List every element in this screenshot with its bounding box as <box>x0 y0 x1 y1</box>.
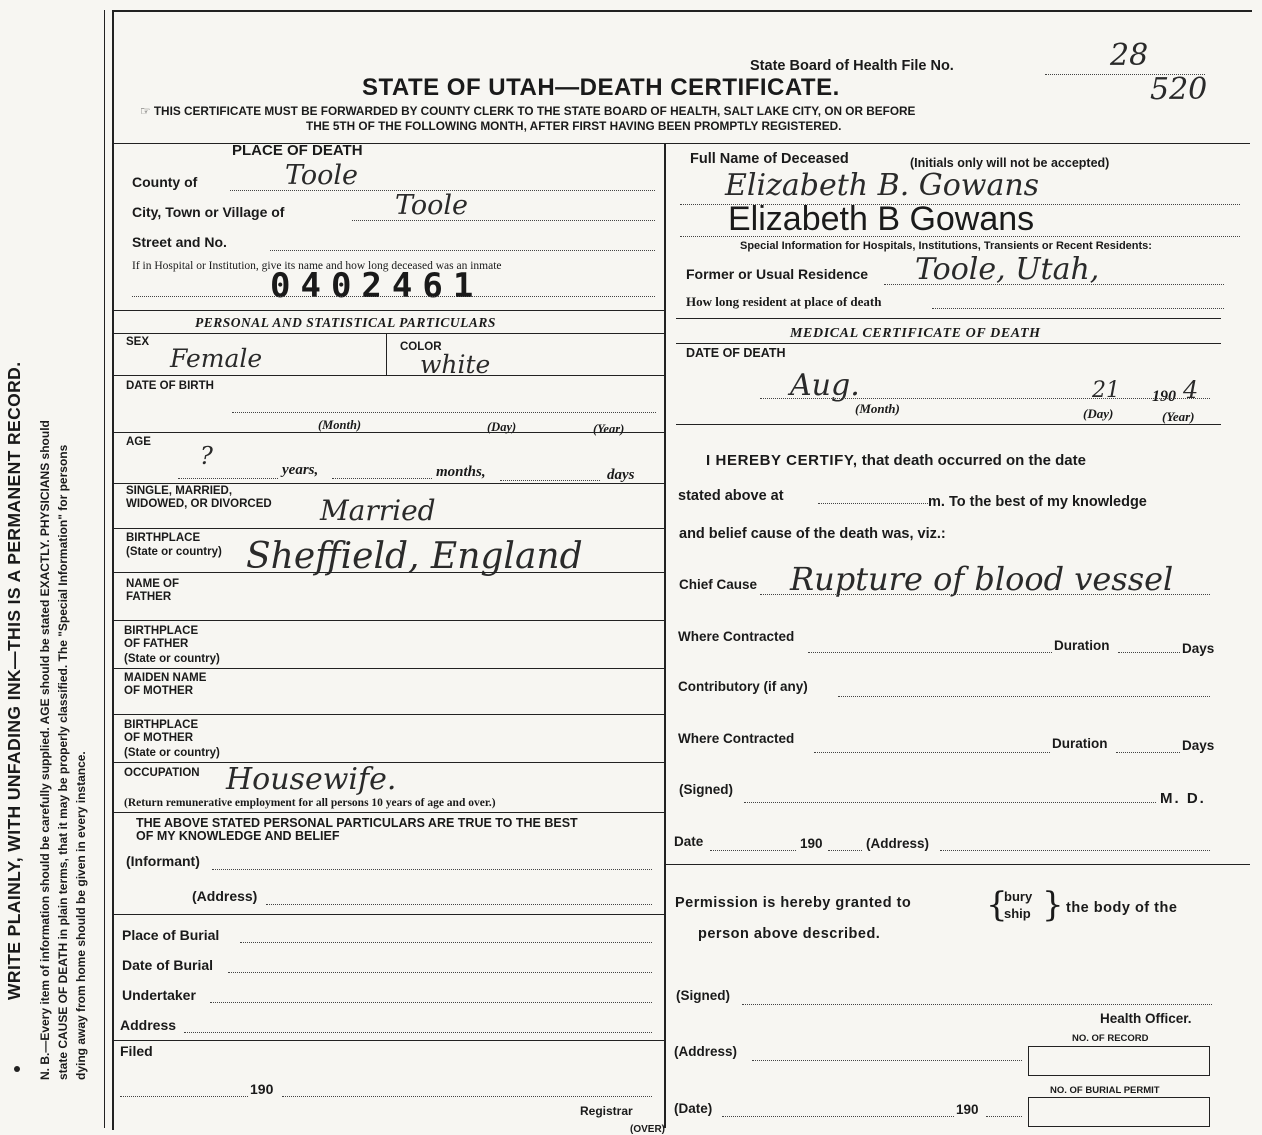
burial-place-label: Place of Burial <box>122 927 220 943</box>
sex-color-divider <box>386 333 387 375</box>
special-information-label: Special Information for Hospitals, Institutions, Transients or Recent Residents: <box>740 240 1152 252</box>
informant-address-line <box>266 904 652 905</box>
death-year-prefix: 190 <box>1152 388 1176 405</box>
mother-name-rule <box>114 714 664 715</box>
place-section-rule <box>114 310 664 311</box>
death-day-value: 21 <box>1092 378 1120 403</box>
chief-cause-label: Chief Cause <box>679 577 758 592</box>
father-birthplace-label-2: OF FATHER <box>124 638 189 650</box>
forwarding-instruction-2: THE 5TH OF THE FOLLOWING MONTH, AFTER FIRST HAVING BEEN PROMPTLY REGISTERED. <box>306 119 842 133</box>
duration-label-2: Duration <box>1052 736 1108 751</box>
place-of-death-heading: PLACE OF DEATH <box>232 142 363 159</box>
where-contracted-label-2: Where Contracted <box>678 731 795 746</box>
medical-section-rule <box>666 864 1250 865</box>
permission-text-end: the body of the <box>1066 900 1178 916</box>
personal-heading-rule <box>114 333 664 334</box>
ship-option: ship <box>1004 906 1031 921</box>
age-years-label: years, <box>282 462 319 478</box>
file-number-top: 28 <box>1110 38 1149 73</box>
brace-right: } <box>1042 885 1064 925</box>
dob-month-label: (Month) <box>318 418 362 432</box>
certify-bold-text: I HEREBY CERTIFY, <box>706 452 858 469</box>
physician-signature-line <box>744 802 1156 803</box>
deceased-name-line-2 <box>680 236 1240 237</box>
attestation-line-2: OF MY KNOWLEDGE AND BELIEF <box>136 829 340 843</box>
health-officer-address-label: (Address) <box>674 1044 738 1059</box>
contributory-label: Contributory (if any) <box>678 679 808 694</box>
deceased-section-rule <box>676 318 1221 319</box>
nb-note-line1: N. B.—Every item of information should be carefully supplied. AGE should be stated EXACTLY. PHYSICIANS should <box>38 420 52 1080</box>
permission-date-line <box>722 1116 954 1117</box>
days-label-1: Days <box>1182 641 1215 656</box>
residence-duration-label: How long resident at place of death <box>686 294 882 309</box>
residence-line <box>884 284 1224 285</box>
belief-label: and belief cause of the death was, viz.: <box>679 526 946 542</box>
bury-option: bury <box>1004 889 1033 904</box>
age-value: ? <box>200 442 213 470</box>
medical-certificate-heading: MEDICAL CERTIFICATE OF DEATH <box>790 326 1041 341</box>
nb-note-line3: dying away from home should be given in every instance. <box>74 751 88 1080</box>
health-officer-signed-label: (Signed) <box>676 988 730 1003</box>
street-line <box>270 250 655 251</box>
nb-note-line2: state CAUSE OF DEATH in plain terms, that it may be properly classified. The "Special Information" for persons <box>56 444 70 1080</box>
burial-permit-label: NO. OF BURIAL PERMIT <box>1050 1085 1160 1096</box>
mother-birthplace-label-2: OF MOTHER <box>124 732 193 744</box>
over-label: (OVER) <box>630 1124 665 1135</box>
contributory-line <box>838 696 1210 697</box>
forwarding-instruction-1: ☞ THIS CERTIFICATE MUST BE FORWARDED BY COUNTY CLERK TO THE STATE BOARD OF HEALTH, SALT LAKE CITY, ON OR BEFORE <box>140 104 916 118</box>
father-name-rule <box>114 620 664 621</box>
brace-left: { <box>986 885 1008 925</box>
duration-line-2 <box>1116 752 1180 753</box>
occupation-rule <box>114 812 664 813</box>
father-name-label-1: NAME OF <box>126 578 180 590</box>
duration-label-1: Duration <box>1054 638 1110 653</box>
mother-name-label-1: MAIDEN NAME <box>124 672 207 684</box>
filed-label: Filed <box>120 1043 153 1059</box>
left-edge-rule <box>104 10 105 1128</box>
health-officer-address-line <box>752 1060 1022 1061</box>
age-months-line <box>332 478 432 479</box>
hospital-line <box>132 296 655 297</box>
birthplace-value: Sheffield, England <box>246 536 583 577</box>
time-of-death-line <box>818 503 928 504</box>
column-divider <box>664 143 666 1128</box>
days-label-2: Days <box>1182 738 1215 753</box>
permission-year-line <box>986 1116 1022 1117</box>
county-value: Toole <box>285 160 359 191</box>
health-officer-signature-line <box>742 1004 1212 1005</box>
file-number-label: State Board of Health File No. <box>750 58 954 74</box>
occupation-label: OCCUPATION <box>124 767 200 779</box>
burial-address-label: Address <box>120 1017 177 1033</box>
residence-duration-line <box>932 308 1224 309</box>
father-birthplace-label-1: BIRTHPLACE <box>124 625 199 637</box>
informant-label: (Informant) <box>126 853 200 869</box>
medical-year-prefix: 190 <box>800 836 823 851</box>
duration-line-1 <box>1118 652 1180 653</box>
record-stamp-number: 0402461 <box>270 266 484 306</box>
bury-ship-brace <box>986 885 1064 926</box>
record-number-box <box>1028 1046 1210 1076</box>
hospital-label: If in Hospital or Institution, give its name and how long deceased was an inmate <box>132 260 502 272</box>
permission-text-start: Permission is hereby granted to <box>675 895 912 911</box>
chief-cause-line <box>760 594 1210 595</box>
filed-date-line <box>120 1096 248 1097</box>
mother-birthplace-label-1: BIRTHPLACE <box>124 719 199 731</box>
medical-heading-rule <box>676 343 1221 344</box>
death-date-line <box>760 398 1210 399</box>
marital-label-1: SINGLE, MARRIED, <box>126 485 233 497</box>
where-contracted-line-2 <box>814 752 1050 753</box>
birthplace-label: BIRTHPLACE <box>126 532 201 544</box>
dob-line <box>232 412 656 413</box>
deceased-name-handwritten: Elizabeth B. Gowans <box>725 168 1040 203</box>
personal-particulars-heading: PERSONAL AND STATISTICAL PARTICULARS <box>195 315 496 330</box>
color-label: COLOR <box>400 341 442 353</box>
mother-birthplace-state-label: (State or country) <box>124 747 220 759</box>
age-days-line <box>500 480 600 481</box>
medical-date-label: Date <box>674 834 704 849</box>
marital-label-2: WIDOWED, OR DIVORCED <box>126 498 272 510</box>
birthplace-rule <box>114 572 664 573</box>
file-number-bottom: 520 <box>1150 72 1208 107</box>
registrar-label: Registrar <box>580 1104 633 1118</box>
county-label: County of <box>132 174 198 190</box>
permission-year-prefix: 190 <box>956 1102 979 1117</box>
md-label: M. D. <box>1160 790 1206 807</box>
death-year-label: (Year) <box>1162 409 1195 424</box>
medical-address-line <box>940 850 1210 851</box>
dob-rule <box>114 432 664 433</box>
father-birthplace-state-label: (State or country) <box>124 653 220 665</box>
father-name-label-2: FATHER <box>126 591 172 603</box>
death-month-value: Aug. <box>790 368 860 403</box>
certify-line <box>706 452 1086 469</box>
city-value: Toole <box>395 190 469 221</box>
residence-label: Former or Usual Residence <box>686 266 869 282</box>
burial-date-label: Date of Burial <box>122 957 214 973</box>
filed-year-line <box>282 1096 652 1097</box>
death-month-label: (Month) <box>855 401 900 416</box>
street-label: Street and No. <box>132 234 227 250</box>
color-value: white <box>420 350 491 379</box>
occupation-value: Housewife. <box>226 762 397 797</box>
medical-date-line <box>710 850 796 851</box>
permission-date-label: (Date) <box>674 1101 713 1116</box>
death-year-value: 4 <box>1183 376 1199 404</box>
undertaker-label: Undertaker <box>122 987 196 1003</box>
deceased-name-label: Full Name of Deceased <box>690 151 849 167</box>
residence-value: Toole, Utah, <box>915 252 1100 287</box>
age-label: AGE <box>126 436 151 448</box>
sex-rule <box>114 375 664 376</box>
date-of-death-label: DATE OF DEATH <box>686 346 786 360</box>
mother-name-label-2: OF MOTHER <box>124 685 193 697</box>
knowledge-label: m. To the best of my knowledge <box>928 494 1147 510</box>
where-contracted-line-1 <box>808 652 1052 653</box>
permission-line-2: person above described. <box>698 926 881 942</box>
chief-cause-value: Rupture of blood vessel <box>790 560 1174 598</box>
undertaker-line <box>210 1002 652 1003</box>
sex-value: Female <box>170 344 263 373</box>
certificate-title: STATE OF UTAH—DEATH CERTIFICATE. <box>362 74 840 101</box>
physician-signed-label: (Signed) <box>679 782 733 797</box>
burial-rule <box>114 1040 664 1041</box>
health-officer-label: Health Officer. <box>1100 1011 1192 1026</box>
age-months-label: months, <box>436 464 486 480</box>
occupation-note: (Return remunerative employment for all persons 10 years of age and over.) <box>124 797 496 809</box>
permanent-record-notice: WRITE PLAINLY, WITH UNFADING INK—THIS IS A PERMANENT RECORD. <box>4 361 24 1000</box>
certify-rest-text: that death occurred on the date <box>861 452 1086 469</box>
burial-address-line <box>184 1032 652 1033</box>
record-number-label: NO. OF RECORD <box>1072 1033 1149 1044</box>
where-contracted-label-1: Where Contracted <box>678 629 795 644</box>
medical-address-label: (Address) <box>866 836 930 851</box>
birthplace-state-label: (State or country) <box>126 546 222 558</box>
filed-year-prefix: 190 <box>250 1081 274 1097</box>
burial-place-line <box>240 942 652 943</box>
marital-rule <box>114 528 664 529</box>
stated-above-label: stated above at <box>678 488 784 504</box>
deceased-name-note: (Initials only will not be accepted) <box>910 156 1110 170</box>
informant-address-label: (Address) <box>192 888 258 904</box>
informant-line <box>212 869 652 870</box>
dob-day-label: (Day) <box>487 420 517 434</box>
informant-rule <box>114 914 664 915</box>
death-date-rule <box>676 424 1221 425</box>
medical-year-line <box>828 850 862 851</box>
dob-label: DATE OF BIRTH <box>126 380 214 392</box>
marital-value: Married <box>320 494 436 527</box>
death-day-label: (Day) <box>1083 406 1114 421</box>
attestation-line-1: THE ABOVE STATED PERSONAL PARTICULARS ARE TRUE TO THE BEST <box>136 816 578 830</box>
age-years-line <box>178 478 278 479</box>
age-days-label: days <box>607 467 635 483</box>
sex-label: SEX <box>126 336 150 348</box>
burial-permit-box <box>1028 1097 1210 1127</box>
dob-year-label: (Year) <box>593 422 625 436</box>
bullet-dot <box>14 1066 20 1072</box>
burial-date-line <box>228 972 652 973</box>
city-label: City, Town or Village of <box>132 204 285 220</box>
deceased-name-printed: Elizabeth B Gowans <box>728 200 1035 238</box>
father-birthplace-rule <box>114 668 664 669</box>
age-rule <box>114 483 664 484</box>
